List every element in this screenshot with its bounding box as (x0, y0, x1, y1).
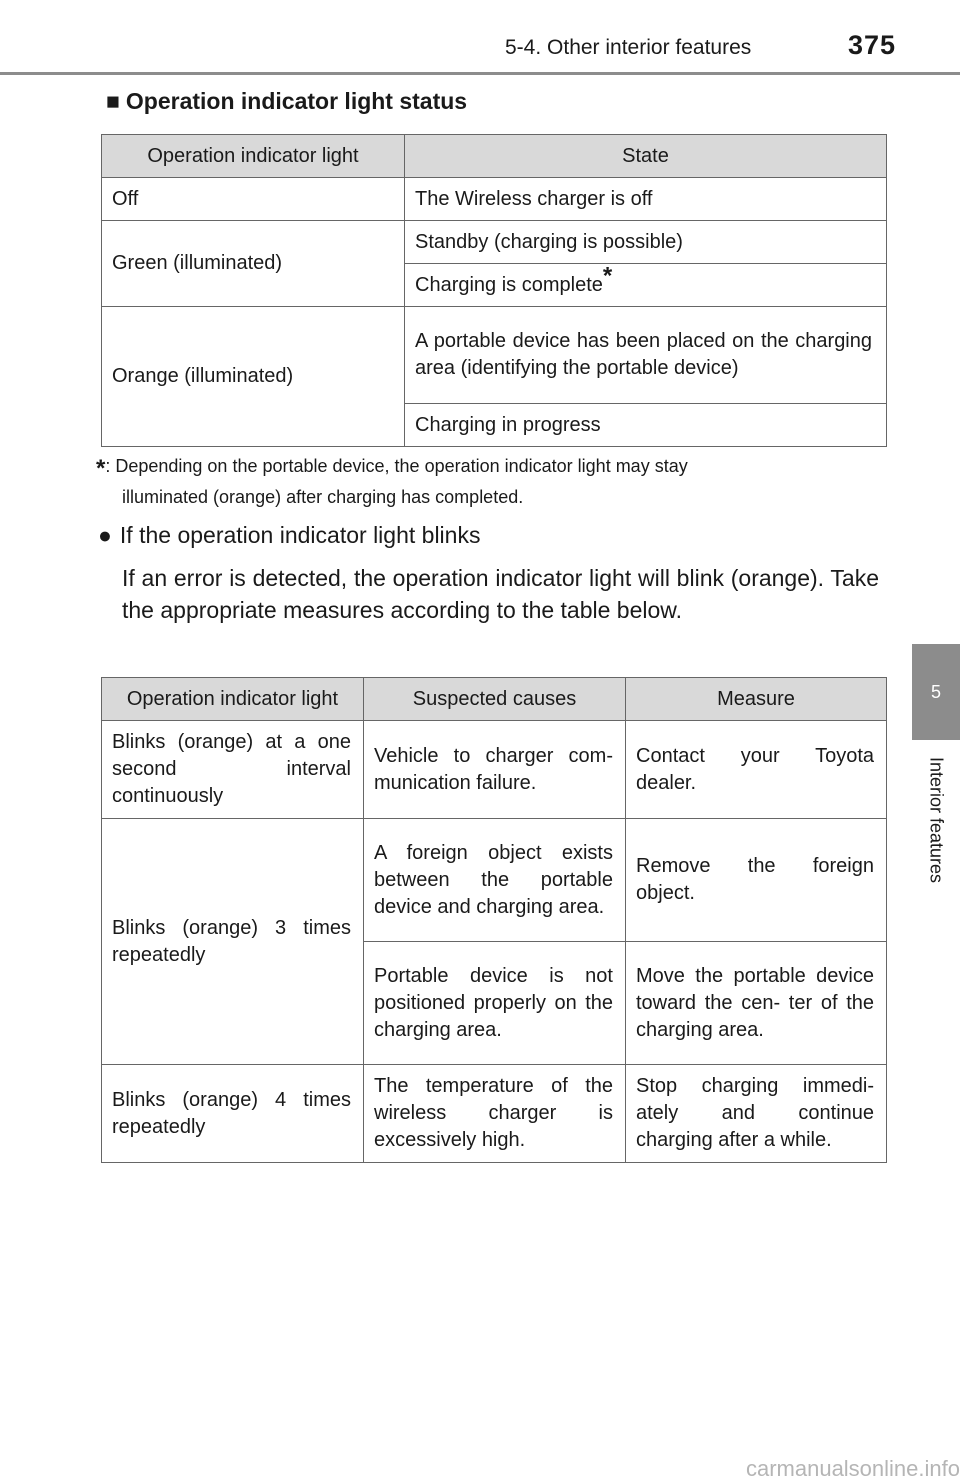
table-cell: Remove the foreign object. (626, 819, 887, 942)
table-cell: Contact your Toyota dealer. (626, 721, 887, 819)
chapter-number: 5 (930, 681, 941, 702)
table-cell: Vehicle to charger com- munication failure. (364, 721, 626, 819)
column-header: State (405, 135, 887, 178)
table-header-row (102, 678, 887, 721)
table-row (102, 1065, 887, 1163)
column-header: Operation indicator light (102, 135, 405, 178)
column-header: Suspected causes (364, 678, 626, 721)
table-cell: Charging in progress (405, 404, 887, 447)
column-header: Measure (626, 678, 887, 721)
column-header: Operation indicator light (102, 678, 364, 721)
footnote-line: illuminated (orange) after charging has completed. (122, 487, 524, 507)
bullet-heading (98, 522, 480, 549)
header-rule (0, 72, 960, 75)
chapter-tab[interactable] (912, 644, 960, 740)
table-cell: The temperature of the wireless charger is excessively high. (364, 1065, 626, 1163)
table-row (102, 819, 887, 942)
table-header-row (102, 135, 887, 178)
table-cell: The Wireless charger is off (405, 178, 887, 221)
table-cell: Orange (illuminated) (102, 307, 405, 447)
table-cell: Blinks (orange) 3 times repeatedly (102, 819, 364, 1065)
table-cell: A portable device has been placed on the charging area (identifying the portable device) (405, 307, 887, 404)
section-header: 5-4. Other interior features (505, 36, 752, 59)
status-table (101, 134, 887, 447)
bullet-heading-text: If the operation indicator light blinks (119, 522, 481, 548)
table-cell (405, 261, 887, 307)
table-cell: Standby (charging is possible) (405, 221, 887, 264)
body-paragraph: If an error is detected, the operation indicator light will blink (orange). Take the appropriate measures according to the table below. (122, 565, 879, 623)
blink-table (101, 677, 887, 1163)
table-cell: Blinks (orange) 4 times repeatedly (102, 1065, 364, 1163)
table-cell: Off (102, 178, 405, 221)
table-cell: A foreign object exists between the portable device and charging area. (364, 819, 626, 942)
table-cell: Stop charging immedi- ately and continue charging after a while. (626, 1065, 887, 1163)
table-row (102, 221, 887, 264)
table-row (102, 307, 887, 404)
table-row (102, 721, 887, 819)
section-heading-text: Operation indicator light status (125, 88, 468, 114)
circle-bullet-icon: ● (98, 522, 112, 548)
page-number: 375 (848, 30, 897, 60)
table-cell: Portable device is not positioned properly on the charging area. (364, 942, 626, 1065)
section-heading (106, 88, 467, 115)
table-cell: Blinks (orange) at a one second interval continuously (102, 721, 364, 819)
watermark[interactable]: carmanualsonline.info (745, 1456, 960, 1481)
footnote-mark: * (96, 455, 106, 482)
table-cell: Green (illuminated) (102, 221, 405, 307)
cell-text: Charging is complete (415, 273, 603, 296)
footnote (96, 452, 879, 511)
square-bullet-icon: ■ (106, 88, 120, 114)
table-cell: Move the portable device toward the cen- ter of the charging area. (626, 942, 887, 1065)
footnote-mark: * (602, 261, 613, 289)
footnote-line: : Depending on the portable device, the operation indicator light may stay (105, 456, 688, 476)
chapter-label: Interior features (926, 756, 947, 884)
table-row (102, 178, 887, 221)
